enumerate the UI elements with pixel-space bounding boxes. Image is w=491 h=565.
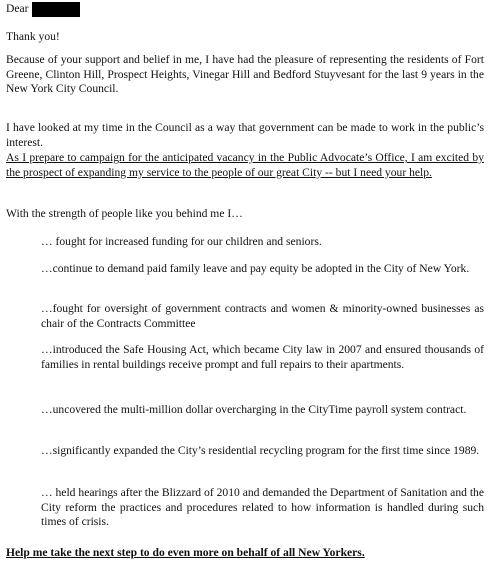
strength-intro: With the strength of people like you behind me I…	[6, 207, 243, 220]
redacted-name-block	[32, 2, 80, 17]
campaign-paragraph: As I prepare to campaign for the anticipated vacancy in the Public Advocate’s Office, I am excited by the prospect of expanding my service to the people of our great City -- but I need your help.	[6, 151, 484, 179]
intro-paragraph: Because of your support and belief in me, I have had the pleasure of representing the residents of Fort Greene, Clinton Hill, Prospect Heights, Vinegar Hill and Bedford Stuyvesant for the last 9 years in the New York City Council.	[6, 53, 484, 96]
accomplishment-item: … fought for increased funding for our children and seniors.	[41, 235, 322, 248]
accomplishment-item: …uncovered the multi-million dollar overcharging in the CityTime payroll system contract.	[41, 403, 467, 416]
thanks-line: Thank you!	[6, 30, 60, 43]
closing-call-to-action: Help me take the next step to do even more on behalf of all New Yorkers.	[6, 546, 365, 559]
accomplishment-item: …fought for oversight of government contracts and women & minority-owned businesses as chair of the Contracts Committee	[41, 302, 484, 330]
salutation: Dear	[6, 1, 29, 15]
accomplishment-item: … held hearings after the Blizzard of 2010 and demanded the Department of Sanitation and the City reform the practices and procedures related to how information is handled during such times of crisis.	[41, 486, 484, 529]
accomplishment-item: …introduced the Safe Housing Act, which became City law in 2007 and ensured thousands of families in rental buildings receive prompt and full repairs to their apartments.	[41, 343, 484, 371]
accomplishment-item: …significantly expanded the City’s residential recycling program for the first time since 1989.	[41, 444, 480, 457]
council-paragraph: I have looked at my time in the Council as a way that government can be made to work in the public’s interest.	[6, 121, 484, 149]
salutation-line	[6, 1, 80, 17]
accomplishment-item: …continue to demand paid family leave and pay equity be adopted in the City of New York.	[41, 262, 470, 275]
